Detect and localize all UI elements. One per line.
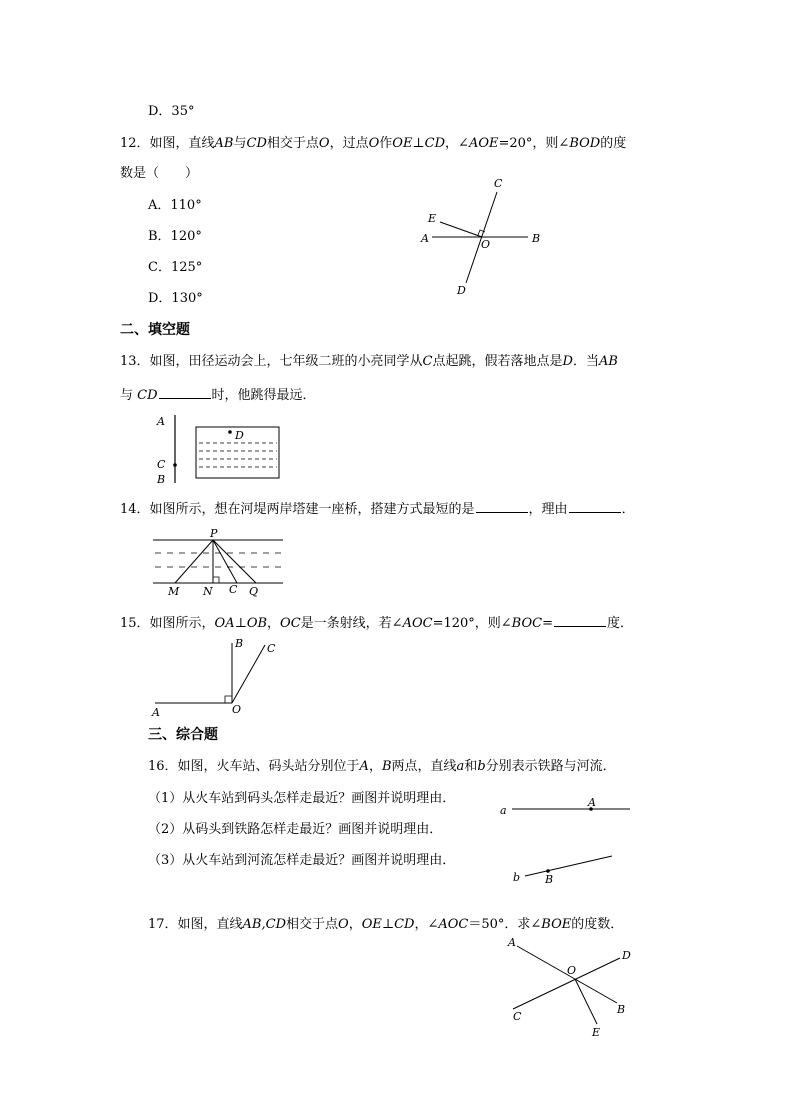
label-c: C — [157, 458, 166, 471]
label-a: A — [421, 232, 429, 245]
math-boe: BOE — [541, 917, 572, 932]
label-d: D — [457, 284, 466, 297]
math-oe-perp-cd: OE⊥CD — [361, 917, 415, 932]
label-b: B — [545, 873, 554, 886]
text: 两点，直线 — [391, 759, 457, 774]
text: 17．如图，直线 — [148, 917, 243, 932]
q16-sub-2: （2）从码头到铁路怎样走最近？画图并说明理由． — [148, 822, 443, 837]
label-o: O — [567, 964, 577, 977]
math-boc: BOC — [511, 616, 543, 631]
text: 作 — [379, 136, 393, 151]
q12-option-c: C．125° — [148, 260, 203, 275]
label-o: O — [481, 238, 491, 251]
q12-stem-line2: 数是（ ） — [120, 166, 199, 181]
label-c: C — [513, 1010, 522, 1023]
math-ab: AB — [214, 136, 234, 151]
text: 相交于点 — [286, 917, 339, 932]
label-e: E — [428, 212, 437, 225]
label-c: C — [494, 177, 503, 190]
label-e: E — [592, 1026, 601, 1039]
text: ，理由 — [528, 502, 568, 517]
text: 与 — [233, 136, 247, 151]
label-b: B — [617, 1003, 626, 1016]
text: ， — [267, 616, 281, 631]
label-c: C — [229, 583, 238, 596]
text: ，过点 — [329, 136, 369, 151]
math-a-lower: a — [456, 759, 465, 774]
text: 是一条射线，若∠ — [300, 616, 403, 631]
section-heading-2: 二、填空题 — [120, 322, 190, 338]
text: ， — [348, 917, 362, 932]
text: =20°，则∠ — [498, 136, 570, 151]
label-m: M — [168, 585, 180, 598]
math-ab: AB — [598, 354, 618, 369]
q12-option-a: A．110° — [148, 198, 202, 213]
math-oe-perp-cd: OE⊥CD — [392, 136, 446, 151]
label-n: N — [203, 585, 213, 598]
math-c: C — [422, 354, 433, 369]
label-p: P — [210, 527, 218, 540]
text: ． — [621, 502, 635, 517]
text: ，∠ — [414, 917, 439, 932]
label-b-lower: b — [513, 871, 521, 884]
text: 相交于点 — [266, 136, 319, 151]
label-a: A — [152, 706, 160, 719]
math-b: B — [381, 759, 392, 774]
math-oa-perp-ob: OA⊥OB — [214, 616, 268, 631]
math-b-lower: b — [477, 759, 486, 774]
text: 13．如图，田径运动会上，七年级二班的小亮同学从 — [120, 354, 423, 369]
section-heading-3: 三、综合题 — [148, 727, 218, 743]
q16-sub-3: （3）从火车站到河流怎样走最近？画图并说明理由． — [148, 853, 456, 868]
math-cd: CD — [246, 136, 267, 151]
q12-option-b: B．120° — [148, 229, 202, 244]
math-d: D — [562, 354, 573, 369]
text: ．当 — [572, 354, 599, 369]
q16-sub-1: （1）从火车站到码头怎样走最近？画图并说明理由． — [148, 791, 456, 806]
text: 15．如图所示， — [120, 616, 215, 631]
math-ab-cd: AB,CD — [242, 917, 286, 932]
text: ， — [368, 759, 382, 774]
label-a: A — [588, 796, 596, 809]
math-oc: OC — [280, 616, 301, 631]
label-b: B — [235, 637, 244, 650]
text: =120°，则∠ — [432, 616, 512, 631]
text: 和 — [464, 759, 478, 774]
label-a: A — [508, 936, 516, 949]
label-o: O — [232, 703, 242, 716]
text: 的度 — [600, 136, 627, 151]
text: 12．如图，直线 — [120, 136, 215, 151]
text: 与 — [120, 388, 134, 403]
text: 16．如图，火车站、码头站分别位于 — [148, 759, 360, 774]
q12-option-d: D．130° — [148, 291, 203, 306]
text: 的度数． — [571, 917, 624, 932]
label-a-lower: a — [500, 804, 507, 817]
text: 时，他跳得最远． — [211, 388, 316, 403]
math-o: O — [368, 136, 380, 151]
label-b: B — [532, 232, 541, 245]
text: 度． — [606, 616, 633, 631]
text: = — [542, 616, 553, 631]
label-a: A — [157, 415, 165, 428]
math-aoe: AOE — [468, 136, 499, 151]
text: ＝50°．求∠ — [468, 917, 542, 932]
text: ，∠ — [445, 136, 469, 151]
label-q: Q — [249, 585, 259, 598]
text: 分别表示铁路与河流． — [485, 759, 616, 774]
q11-option-d: D．35° — [148, 104, 195, 119]
label-b: B — [157, 473, 166, 486]
label-c: C — [267, 642, 276, 655]
math-cd: CD — [137, 388, 158, 403]
label-d: D — [235, 429, 244, 442]
label-d: D — [622, 949, 631, 962]
math-a: A — [359, 759, 369, 774]
text: 点起跳，假若落地点是 — [432, 354, 563, 369]
math-bod: BOD — [569, 136, 601, 151]
math-aoc: AOC — [438, 917, 469, 932]
math-o: O — [338, 917, 349, 932]
math-aoc: AOC — [402, 616, 433, 631]
text: 14．如图所示，想在河堤两岸塔建一座桥，搭建方式最短的是 — [120, 502, 475, 517]
math-o: O — [318, 136, 330, 151]
